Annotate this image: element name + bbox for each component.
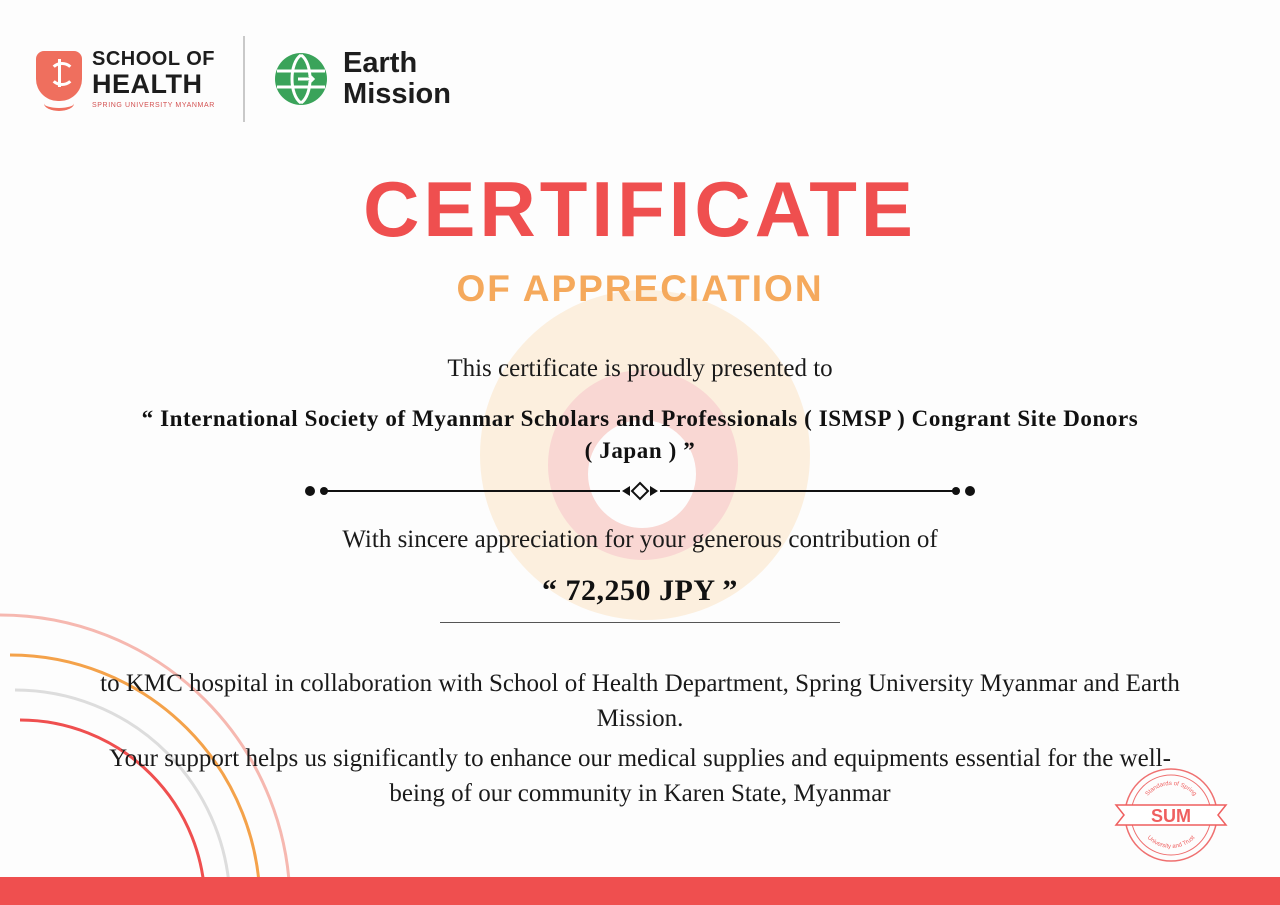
certificate-title: CERTIFICATE	[363, 165, 917, 253]
certificate-body	[0, 165, 1280, 811]
ornamental-divider	[300, 479, 980, 503]
earth-mission-line1: Earth	[343, 46, 418, 79]
official-seal-stamp	[1096, 761, 1246, 869]
logo-divider	[243, 36, 245, 122]
school-of-health-logo	[36, 49, 215, 109]
school-logo-line1: SCHOOL OF	[92, 48, 216, 70]
school-logo-line3: SPRING UNIVERSITY MYANMAR	[92, 102, 215, 109]
earth-mission-line2: Mission	[343, 78, 451, 110]
school-logo-line2: HEALTH	[92, 69, 203, 99]
svg-text:SUM: SUM	[1151, 806, 1191, 826]
svg-text:Standards of Spring: Standards of Spring	[1144, 780, 1198, 798]
recipient-name: “ International Society of Myanmar Scholars and Professionals ( ISMSP ) Congrant Site Donors ( Japan ) ”	[141, 406, 1139, 464]
shield-caduceus-icon	[36, 51, 82, 107]
svg-text:University and Trust: University and Trust	[1145, 834, 1197, 851]
appreciation-line: With sincere appreciation for your generous contribution of	[342, 526, 938, 554]
closing-paragraph-1: to KMC hospital in collaboration with School of Health Department, Spring University Myanmar and Earth Mission.	[100, 670, 1180, 732]
amount-underline	[440, 622, 840, 623]
bottom-accent-bar	[0, 877, 1280, 905]
certificate-subtitle: OF APPRECIATION	[456, 268, 824, 309]
closing-paragraph-2: Your support helps us significantly to enhance our medical supplies and equipments essential for the well-being of our community in Karen State, Myanmar	[109, 745, 1171, 807]
presented-line: This certificate is proudly presented to	[447, 355, 833, 382]
earth-mission-logo	[273, 48, 451, 111]
closing-text	[0, 667, 1280, 811]
globe-icon	[273, 51, 329, 107]
header-logos	[36, 36, 451, 122]
donation-amount: “ 72,250 JPY ”	[542, 574, 738, 608]
